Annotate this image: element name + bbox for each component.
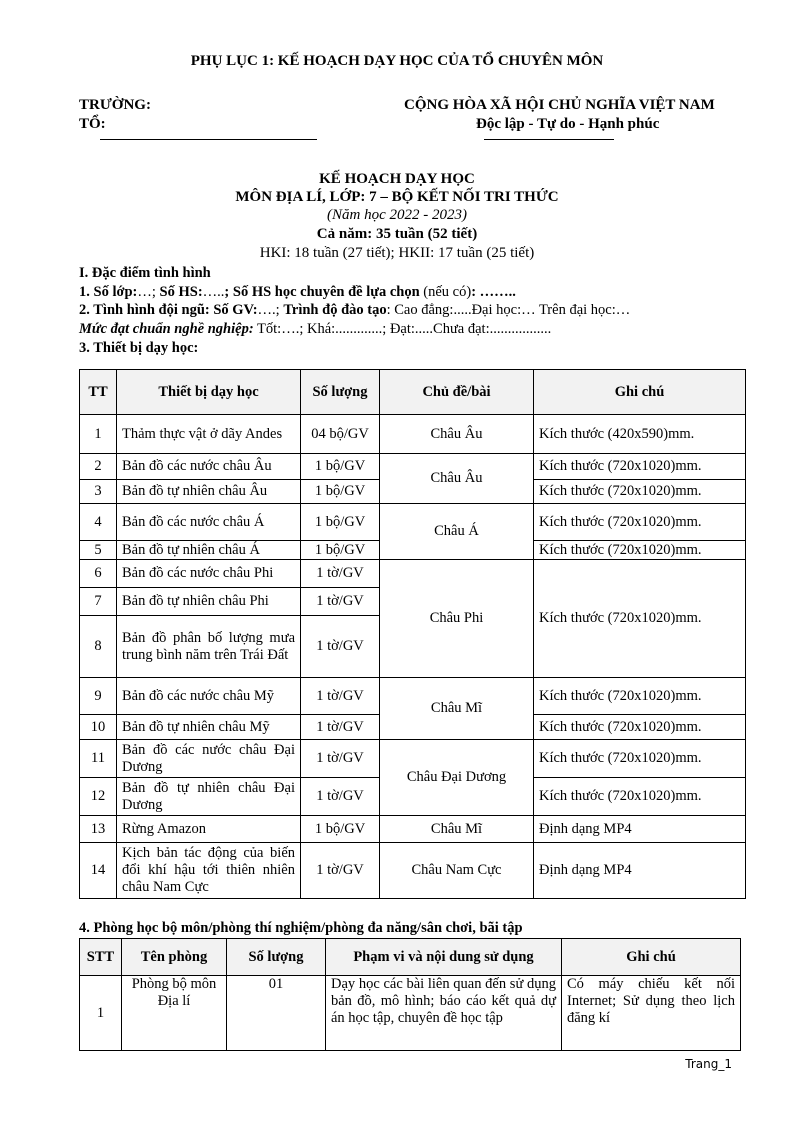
school-label: TRƯỜNG:: [79, 97, 151, 113]
device-note: Kích thước (720x1020)mm.: [534, 715, 746, 740]
row-number: 7: [80, 588, 117, 616]
device-name: Bản đồ các nước châu Phi: [117, 560, 301, 588]
school-year: (Năm học 2022 - 2023): [327, 207, 467, 223]
section-1-heading: I. Đặc điểm tình hình: [79, 265, 211, 281]
semester-periods: HKI: 18 tuần (27 tiết); HKII: 17 tuần (25 tiết): [259, 245, 535, 261]
standard-info-line: Mức đạt chuẩn nghề nghiệp: Tốt:….; Khá:.............; Đạt:.....Chưa đạt:.................: [79, 321, 552, 337]
total-periods: Cả năm: 35 tuần (52 tiết): [316, 226, 478, 242]
table-row: [80, 504, 746, 541]
row-number: 12: [80, 778, 117, 816]
device-name: Bản đồ phân bố lượng mưa trung bình năm trên Trái Đất: [117, 616, 301, 678]
device-name: Thảm thực vật ở dãy Andes: [117, 415, 301, 454]
device-note: Kích thước (720x1020)mm.: [534, 778, 746, 816]
device-note: Kích thước (720x1020)mm.: [534, 504, 746, 541]
row-number: 14: [80, 843, 117, 899]
device-note: Kích thước (720x1020)mm.: [534, 678, 746, 715]
rooms-table: [79, 938, 741, 1051]
device-name: Bản đồ tự nhiên châu Âu: [117, 480, 301, 504]
device-note: Kích thước (720x1020)mm.: [534, 560, 746, 678]
device-name: Bản đồ các nước châu Âu: [117, 454, 301, 480]
device-name: Bản đồ tự nhiên châu Á: [117, 541, 301, 560]
device-topic: Châu Phi: [380, 560, 534, 678]
row-number: 4: [80, 504, 117, 541]
device-topic: Châu Âu: [380, 415, 534, 454]
row-number: 6: [80, 560, 117, 588]
table-row: [80, 976, 741, 1051]
device-qty: 1 bộ/GV: [301, 480, 380, 504]
row-number: 1: [80, 976, 122, 1051]
table-row: [80, 454, 746, 480]
device-topic: Châu Mĩ: [380, 678, 534, 740]
table-row: [80, 678, 746, 715]
device-name: Bản đồ tự nhiên châu Phi: [117, 588, 301, 616]
device-name: Rừng Amazon: [117, 816, 301, 843]
device-qty: 1 tờ/GV: [301, 588, 380, 616]
class-info-line: 1. Số lớp:…; Số HS:…..; Số HS học chuyên đề lựa chọn (nếu có): ……..: [79, 284, 516, 300]
section-4-heading: 4. Phòng học bộ môn/phòng thí nghiệm/phòng đa năng/sân chơi, bãi tập: [79, 920, 523, 936]
motto-underline: [484, 139, 614, 140]
header-room-note: Ghi chú: [562, 939, 741, 976]
room-note: Có máy chiếu kết nối Internet; Sử dụng theo lịch đăng kí: [562, 976, 741, 1051]
device-name: Bản đồ tự nhiên châu Đại Dương: [117, 778, 301, 816]
row-number: 11: [80, 740, 117, 778]
header-note: Ghi chú: [534, 370, 746, 415]
device-note: Kích thước (720x1020)mm.: [534, 480, 746, 504]
device-qty: 1 tờ/GV: [301, 616, 380, 678]
header-qty: Số lượng: [301, 370, 380, 415]
table-row: [80, 843, 746, 899]
row-number: 8: [80, 616, 117, 678]
subject-title: MÔN ĐỊA LÍ, LỚP: 7 – BỘ KẾT NỐI TRI THỨC: [235, 189, 559, 205]
device-qty: 1 bộ/GV: [301, 454, 380, 480]
device-qty: 1 bộ/GV: [301, 504, 380, 541]
device-note: Kích thước (720x1020)mm.: [534, 740, 746, 778]
device-note: Kích thước (420x590)mm.: [534, 415, 746, 454]
device-name: Bản đồ tự nhiên châu Mỹ: [117, 715, 301, 740]
device-topic: Châu Mĩ: [380, 816, 534, 843]
table-row: [80, 560, 746, 588]
table-row: [80, 816, 746, 843]
device-topic: Châu Âu: [380, 454, 534, 504]
national-motto: Độc lập - Tự do - Hạnh phúc: [476, 116, 660, 132]
row-number: 3: [80, 480, 117, 504]
device-name: Bản đồ các nước châu Mỹ: [117, 678, 301, 715]
header-topic: Chủ đề/bài: [380, 370, 534, 415]
equipment-heading: 3. Thiết bị dạy học:: [79, 340, 199, 356]
row-number: 1: [80, 415, 117, 454]
header-tt: TT: [80, 370, 117, 415]
device-topic: Châu Á: [380, 504, 534, 560]
page-number: Trang_1: [685, 1057, 732, 1071]
device-qty: 1 bộ/GV: [301, 816, 380, 843]
plan-title: KẾ HOẠCH DẠY HỌC: [319, 171, 475, 187]
device-note: Định dạng MP4: [534, 816, 746, 843]
device-qty: 04 bộ/GV: [301, 415, 380, 454]
country-name: CỘNG HÒA XÃ HỘI CHỦ NGHĨA VIỆT NAM: [404, 97, 715, 113]
header-scope: Phạm vi và nội dung sử dụng: [326, 939, 562, 976]
table-row: [80, 740, 746, 778]
device-name: Bản đồ các nước châu Đại Dương: [117, 740, 301, 778]
team-underline: [100, 139, 317, 140]
header-device: Thiết bị dạy học: [117, 370, 301, 415]
room-name: Phòng bộ môn Địa lí: [122, 976, 227, 1051]
row-number: 13: [80, 816, 117, 843]
row-number: 2: [80, 454, 117, 480]
device-qty: 1 tờ/GV: [301, 678, 380, 715]
device-name: Kịch bản tác động của biến đổi khí hậu tới thiên nhiên châu Nam Cực: [117, 843, 301, 899]
equipment-table: [79, 369, 746, 899]
team-label: TỔ:: [79, 116, 106, 132]
header-room-name: Tên phòng: [122, 939, 227, 976]
device-qty: 1 tờ/GV: [301, 715, 380, 740]
device-name: Bản đồ các nước châu Á: [117, 504, 301, 541]
row-number: 5: [80, 541, 117, 560]
table-row: [80, 415, 746, 454]
header-room-qty: Số lượng: [227, 939, 326, 976]
device-note: Kích thước (720x1020)mm.: [534, 541, 746, 560]
row-number: 9: [80, 678, 117, 715]
header-stt: STT: [80, 939, 122, 976]
room-qty: 01: [227, 976, 326, 1051]
room-scope: Dạy học các bài liên quan đến sử dụng bản đồ, mô hình; báo cáo kết quả dự án học tập, chuyên đề học tập: [326, 976, 562, 1051]
device-note: Kích thước (720x1020)mm.: [534, 454, 746, 480]
device-qty: 1 tờ/GV: [301, 778, 380, 816]
device-topic: Châu Đại Dương: [380, 740, 534, 816]
staff-info-line: 2. Tình hình đội ngũ: Số GV:….; Trình độ đào tạo: Cao đẳng:.....Đại học:… Trên đại học:…: [79, 302, 631, 318]
device-topic: Châu Nam Cực: [380, 843, 534, 899]
device-note: Định dạng MP4: [534, 843, 746, 899]
row-number: 10: [80, 715, 117, 740]
appendix-title: PHỤ LỤC 1: KẾ HOẠCH DẠY HỌC CỦA TỔ CHUYÊN MÔN: [190, 53, 604, 69]
rooms-header-row: [80, 939, 741, 976]
device-qty: 1 tờ/GV: [301, 843, 380, 899]
device-qty: 1 bộ/GV: [301, 541, 380, 560]
equipment-header-row: [80, 370, 746, 415]
device-qty: 1 tờ/GV: [301, 740, 380, 778]
device-qty: 1 tờ/GV: [301, 560, 380, 588]
